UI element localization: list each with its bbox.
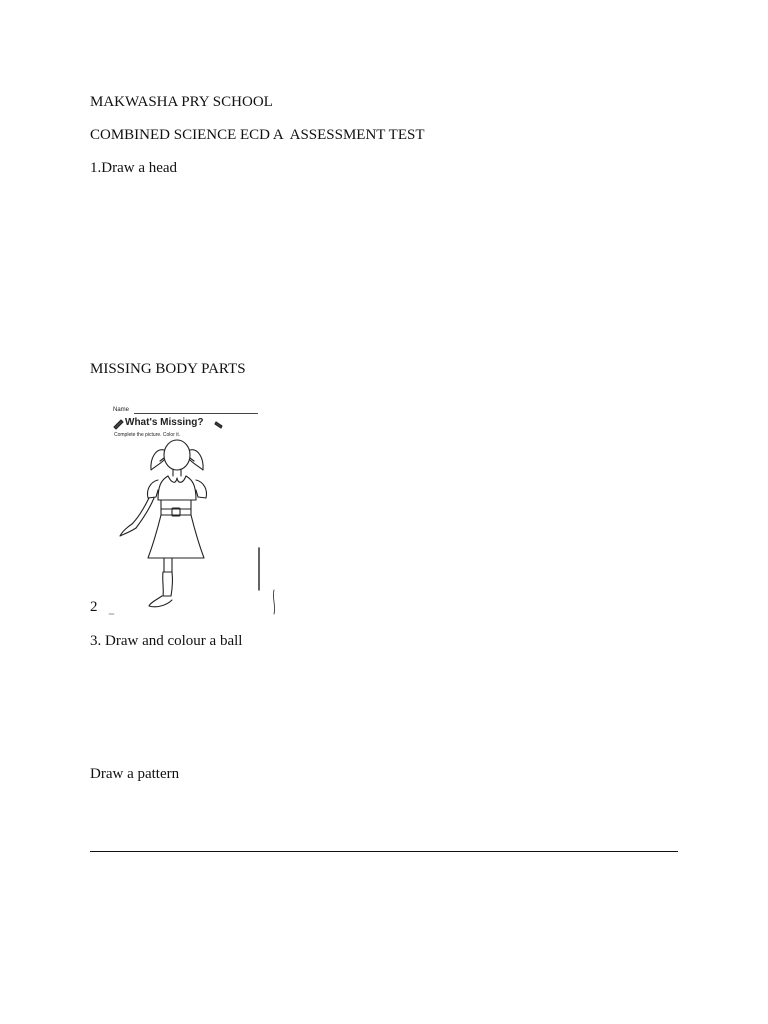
test-title: COMBINED SCIENCE ECD A ASSESSMENT TEST [90,127,425,143]
worksheet-name-line [134,413,258,414]
pencil-icon [215,422,222,428]
worksheet-name-label: Name [113,407,130,413]
worksheet-instruction: Complete the picture. Color it. [114,432,181,438]
question-4: Draw a pattern [90,766,180,782]
section-title: MISSING BODY PARTS [90,361,246,377]
question-2-number: 2 [90,599,98,615]
pencil-icon [114,420,123,429]
school-name: MAKWASHA PRY SCHOOL [90,94,273,110]
question-1: 1.Draw a head [90,160,178,176]
answer-line [90,851,678,852]
worksheet-image [106,400,278,616]
worksheet-title: What's Missing? [125,417,204,428]
question-3: 3. Draw and colour a ball [90,633,243,649]
